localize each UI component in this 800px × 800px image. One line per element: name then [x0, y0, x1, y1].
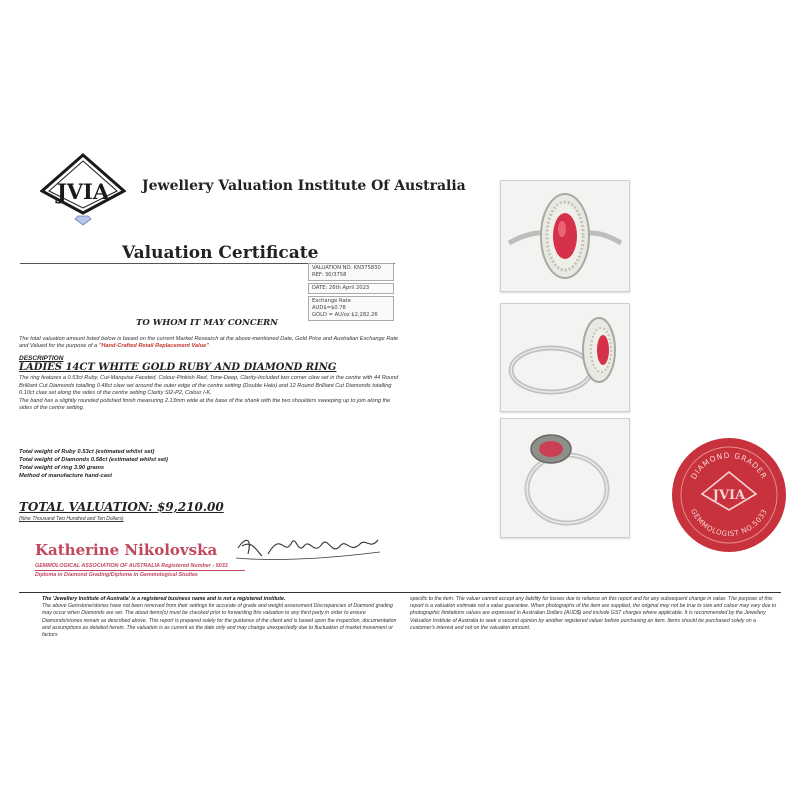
weights-list	[19, 448, 168, 480]
signature	[232, 528, 382, 566]
disclaimer-right: specific to the item. The valuer cannot accept any liability for losses due to reliance on this report and for any subsequent change in value. The purpose of this report is a valuation estimate not a value guarantee. When photographs of the item are supplied, the original may not be true to size and colour may vary due to photographic limitations values are expressed in Australian Dollars (AUD$) and include GST charges where applicable. It is recommended by the Jewellery Valuation Institute of Australia to seek a second opinion by another registered valuer before purchasing an item. Items should be purchased solely on a customer's interest and not on the valuation amount.	[410, 596, 777, 631]
description-text: The ring features a 0.53ct Ruby, Cut-Marquise Faceted, Colour-Pinkish Red, Tone-Deep, Clarity-Included two corner claw set in the centre with 44 Round Brilliant Cut Diamonds totalling 0.48ct claw set around the outer edge of the centre setting (Double Halo) and 12 Round Brilliant Cut Diamonds totalling 0.10ct claw set along the sides of the centre setting Clarity SI2-P2, Colour I-K.	[19, 375, 399, 396]
total-valuation-words: (Nine Thousand Two Hundred and Ten Dollars)	[19, 516, 124, 522]
institute-name: Jewellery Valuation Institute Of Australia	[142, 178, 466, 194]
manufacture-method: Method of manufacture hand-cast	[19, 473, 113, 479]
description-band: The band has a slightly rounded polished finish measuring 2.13mm wide at the base of the shank with the two shoulders sweeping up to join along the sides of the centre setting.	[19, 397, 391, 411]
disclaimer-left-text: The above Gemstone/stones have not been removed from their settings for accurate of grade and weight assessment Discrepancies of Diamond grading may occur when Diamonds are set. The about items(s) must be checked prior to forwarding this valuation to any third party in order to ensure Diamonds/stones remain as described above. This report is prepared solely for the guidance of the client and is based upon the inspection, documentation and assumptions as detailed herein. The valuation is as current as the date only and may change unexpectedly due to fluctuation of market movement or factors	[42, 603, 397, 639]
seal-center-text: JVIA	[712, 488, 746, 503]
description-paragraph	[19, 375, 404, 413]
ring-photo-top	[500, 180, 630, 292]
diamond-icon	[75, 216, 91, 225]
seal-top-text: DIAMOND GRADER	[688, 450, 770, 481]
diploma-line: Diploma in Diamond Grading/Diploma in Gemmological Studies	[35, 572, 198, 578]
valuation-date: DATE: 26th April 2023	[312, 285, 370, 291]
gemmologist-seal	[670, 436, 788, 554]
ring-title: LADIES 14CT WHITE GOLD RUBY AND DIAMOND RING	[19, 362, 337, 373]
intro-paragraph	[19, 336, 404, 350]
disclaimer-left	[42, 596, 402, 639]
signatory-name: Katherine Nikolovska	[35, 541, 218, 559]
association-line: GEMMOLOGICAL ASSOCIATION OF AUSTRALIA Registered Number - 5033	[35, 563, 228, 569]
valuation-number: VALUATION NO. KN375830	[312, 265, 381, 271]
exchange-rate: AUD$=$0.78	[312, 305, 346, 311]
footer-divider	[19, 592, 781, 593]
weight-ring: Total weight of ring 3.90 grams	[19, 465, 105, 471]
seal-bottom-text: GEMMOLOGIST NO.5033	[689, 507, 769, 539]
gold-rate: GOLD = AU/oz $2,282.26	[312, 312, 378, 318]
certificate-title: Valuation Certificate	[122, 243, 319, 263]
ring-photo-side	[500, 303, 630, 412]
to-whom-heading: TO WHOM IT MAY CONCERN	[136, 318, 278, 328]
jvia-logo	[40, 153, 126, 227]
description-label: DESCRIPTION	[19, 355, 64, 362]
weight-diamonds: Total weight of Diamonds 0.58ct (estimated whilst set)	[19, 457, 168, 463]
disclaimer-heading: The 'Jewellery Institute of Australia' is a registered business name and is not a registered institute.	[42, 596, 286, 602]
ring-photo-angle	[500, 418, 630, 538]
reference-box	[308, 263, 394, 323]
association-divider	[35, 570, 245, 571]
logo-text: JVIA	[56, 179, 110, 204]
intro-purpose: "Hand-Crafted Retail Replacement Value"	[98, 343, 209, 349]
total-valuation: TOTAL VALUATION: $9,210.00	[19, 500, 224, 514]
intro-text: The total valuation amount listed below is based on the current Market Research at the above-mentioned Date, Gold Price and Australian Exchange Rate and Valued for the purpose of a	[19, 336, 399, 349]
reference-number: REF: 30/3758	[312, 272, 347, 278]
weight-ruby: Total weight of Ruby 0.53ct (estimated whilst set)	[19, 449, 155, 455]
exchange-label: Exchange Rate	[312, 298, 351, 304]
